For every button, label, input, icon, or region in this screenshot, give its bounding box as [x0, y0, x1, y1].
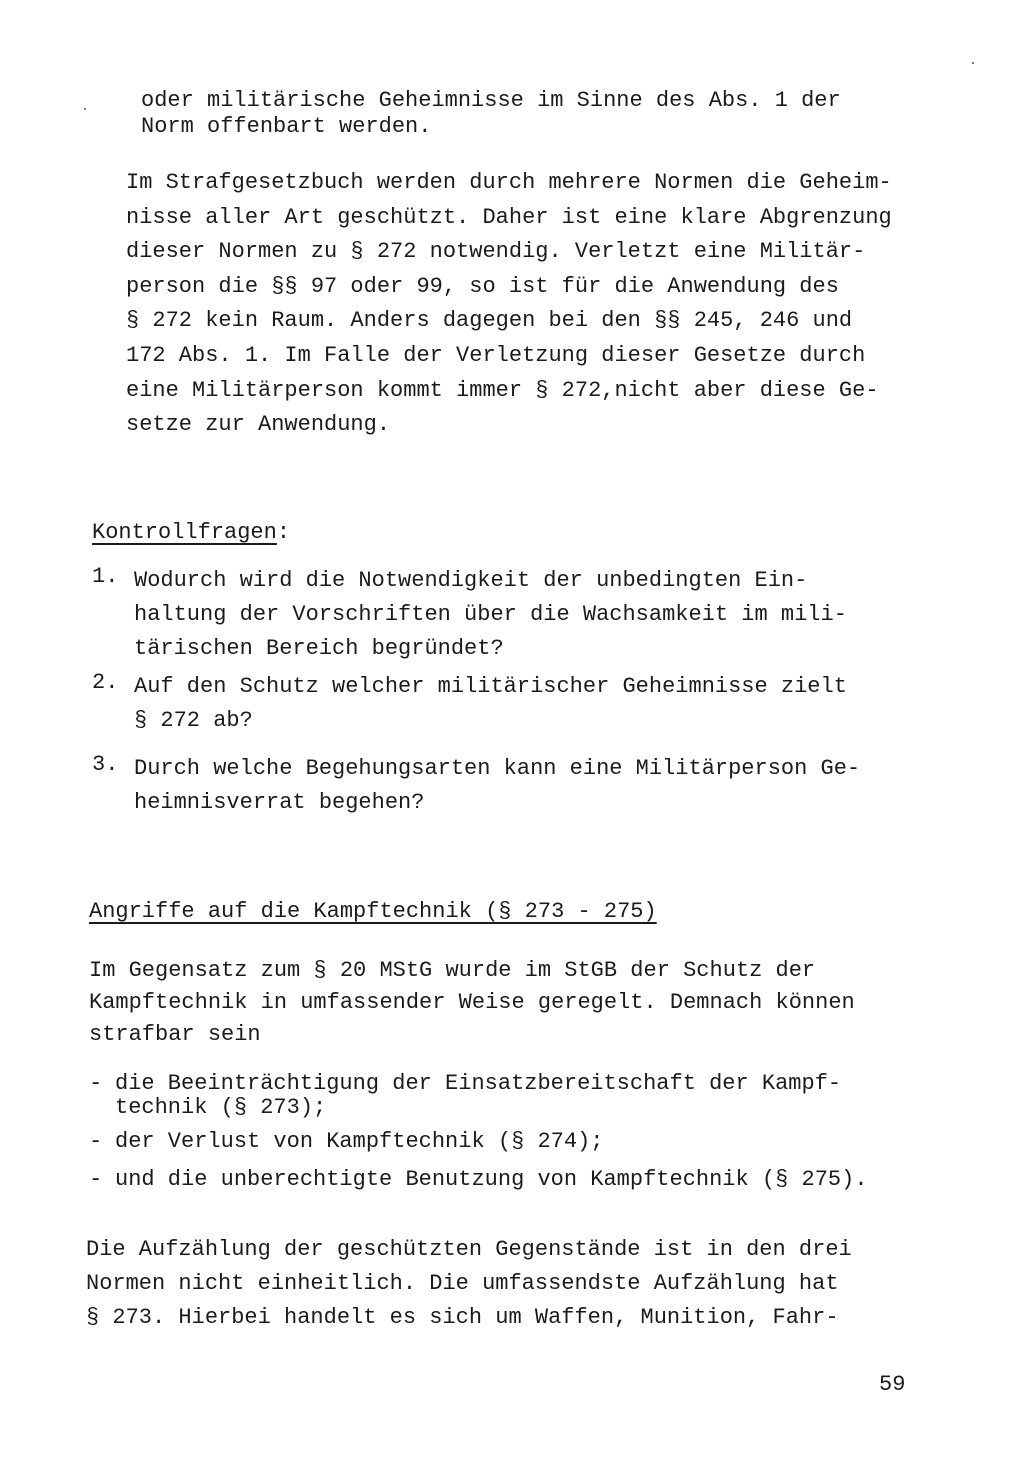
list-item-text: [115, 1130, 868, 1154]
text-line: Wodurch wird die Notwendigkeit der unbedingten Ein-: [134, 568, 808, 593]
text-line: nisse aller Art geschützt. Daher ist eine klare Abgrenzung: [126, 204, 892, 230]
text-line: Norm offenbart werden.: [141, 114, 432, 139]
text-line: Kampftechnik in umfassender Weise geregelt. Demnach können: [89, 990, 855, 1015]
kontrollfragen-heading-colon: :: [276, 520, 291, 545]
text-line: technik (§ 273);: [115, 1095, 327, 1120]
text-line: dieser Normen zu § 272 notwendig. Verletzt eine Militär-: [126, 239, 866, 265]
question-item: [92, 564, 860, 670]
list-item-text: [115, 1168, 868, 1192]
closing-paragraph: [86, 1233, 852, 1335]
kontrollfragen-heading: [92, 518, 290, 548]
question-text: [134, 752, 860, 820]
list-item: [89, 1072, 868, 1130]
list-item-text: [115, 1072, 868, 1120]
kampftechnik-section-heading: Angriffe auf die Kampftechnik (§ 273 - 275): [89, 899, 657, 924]
dash-bullet: -: [89, 1167, 103, 1192]
text-line: Im Gegensatz zum § 20 MStG wurde im StGB der Schutz der: [89, 958, 816, 983]
dash-bullet: -: [89, 1129, 103, 1154]
text-line: heimnisverrat begehen?: [134, 790, 425, 815]
question-number: 2.: [92, 670, 119, 695]
section-intro-paragraph: [89, 955, 855, 1051]
text-line: Normen nicht einheitlich. Die umfassendste Aufzählung hat: [86, 1271, 839, 1296]
offense-list: [89, 1072, 868, 1192]
text-line: haltung der Vorschriften über die Wachsamkeit im mili-: [134, 602, 847, 627]
text-line: Durch welche Begehungsarten kann eine Militärperson Ge-: [134, 756, 861, 781]
text-line: § 273. Hierbei handelt es sich um Waffen, Munition, Fahr-: [86, 1305, 839, 1330]
text-line: § 272 kein Raum. Anders dagegen bei den §§ 245, 246 und: [126, 308, 853, 334]
scan-speck: [84, 108, 86, 110]
body-paragraph-secrets: [126, 166, 892, 443]
question-list: [92, 564, 860, 820]
list-item: [89, 1130, 868, 1168]
text-line: Im Strafgesetzbuch werden durch mehrere Normen die Geheim-: [126, 170, 892, 195]
question-item: [92, 752, 860, 820]
question-number: 1.: [92, 564, 119, 589]
question-item: [92, 670, 860, 752]
question-text: [134, 564, 860, 666]
dash-bullet: -: [89, 1071, 103, 1096]
text-line: oder militärische Geheimnisse im Sinne des Abs. 1 der: [141, 88, 841, 113]
text-line: setze zur Anwendung.: [126, 412, 391, 438]
continuation-paragraph: [141, 88, 841, 140]
page-number: 59: [879, 1372, 906, 1397]
kontrollfragen-heading-text: Kontrollfragen: [92, 520, 277, 545]
text-line: Die Aufzählung der geschützten Gegenstände ist in den drei: [86, 1237, 852, 1262]
question-text: [134, 670, 860, 738]
text-line: strafbar sein: [89, 1022, 261, 1047]
question-number: 3.: [92, 752, 119, 777]
text-line: 172 Abs. 1. Im Falle der Verletzung dieser Gesetze durch: [126, 342, 866, 368]
text-line: Auf den Schutz welcher militärischer Geheimnisse zielt: [134, 674, 847, 699]
text-line: tärischen Bereich begründet?: [134, 636, 504, 661]
text-line: der Verlust von Kampftechnik (§ 274);: [115, 1129, 604, 1154]
scan-speck: [972, 62, 974, 64]
text-line: die Beeinträchtigung der Einsatzbereitschaft der Kampf-: [115, 1071, 842, 1096]
text-line: eine Militärperson kommt immer § 272,nicht aber diese Ge-: [126, 377, 879, 403]
list-item: [89, 1168, 868, 1192]
text-line: person die §§ 97 oder 99, so ist für die Anwendung des: [126, 273, 839, 299]
text-line: § 272 ab?: [134, 708, 253, 733]
text-line: und die unberechtigte Benutzung von Kampftechnik (§ 275).: [115, 1167, 868, 1192]
